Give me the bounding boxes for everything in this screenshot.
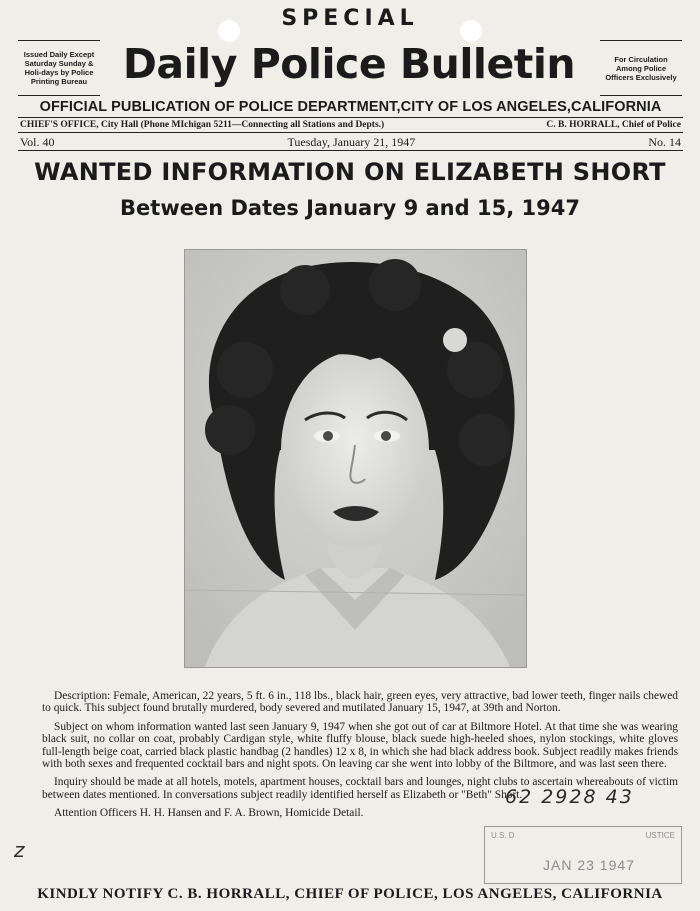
handwritten-margin-mark: z [14,838,25,862]
special-label: SPECIAL [281,6,419,31]
description-paragraph: Description: Female, American, 22 years, 5 ft. 6 in., 118 lbs., black hair, green eyes, very attractive, bad lower teeth, finger nails chewed to quick. This subject found brutally murdered, body severed and mutilated January 15, 1947, at 39th and Norton. [42,690,678,715]
chief-office-text: CHIEF'S OFFICE, City Hall (Phone MIchigan 5211—Connecting all Stations and Depts.) [20,120,385,130]
issued-daily-box: Issued Daily Except Saturday Sunday & Holi-days by Police Printing Bureau [18,40,100,96]
last-seen-paragraph: Subject on whom information wanted last seen January 9, 1947 when she got out of car at Biltmore Hotel. At that time she was wearing black suit, no collar on coat, probably Cardigan style, white fluffy blouse, black suede high-heeled shoes, nylon stockings, white gloves full-length beige coat, carried black plastic handbag (2 handles) 12 x 8, in which she had black address book. Subject readily makes friends with both sexes and frequented cocktail bars and night spots. On leaving car she went into lobby of the Biltmore, and was last seen there. [42,720,678,771]
inquiry-paragraph: Inquiry should be made at all hotels, motels, apartment houses, cocktail bars and lounges, night clubs to ascertain whereabouts of victim between dates mentioned. In conversations subject readily identified herself as Elizabeth or "Beth" Short. [42,776,678,801]
issue-date: Tuesday, January 21, 1947 [287,135,416,149]
issue-info-line [18,135,683,151]
chief-name: C. B. HORRALL, Chief of Police [546,120,681,130]
circulation-box: For Circulation Among Police Officers Exclusively [600,40,682,96]
stamp-header [491,831,675,840]
portrait-illustration [185,250,526,667]
bulletin-title: Daily Police Bulletin [122,40,576,88]
stamp-date: JAN 23 1947 [543,857,635,873]
official-publication-line: OFFICIAL PUBLICATION OF POLICE DEPARTMENT,CITY OF LOS ANGELES,CALIFORNIA [39,99,662,115]
issue-number: No. 14 [648,135,681,149]
handwritten-file-number: 62 2928 43 [505,786,634,808]
stamp-left-text: U.S. D [491,831,515,840]
portrait-photo [184,249,527,668]
subheadline: Between Dates January 9 and 15, 1947 [120,196,580,220]
chief-office-line [18,117,683,133]
attention-paragraph: Attention Officers H. H. Hansen and F. A. Brown, Homicide Detail. [54,807,364,820]
stamp-right-text: USTICE [645,831,675,840]
footer-notice: KINDLY NOTIFY C. B. HORRALL, CHIEF OF POLICE, LOS ANGELES, CALIFORNIA [37,886,663,902]
headline: WANTED INFORMATION ON ELIZABETH SHORT [34,158,666,186]
volume: Vol. 40 [20,135,55,149]
received-stamp [484,826,682,884]
